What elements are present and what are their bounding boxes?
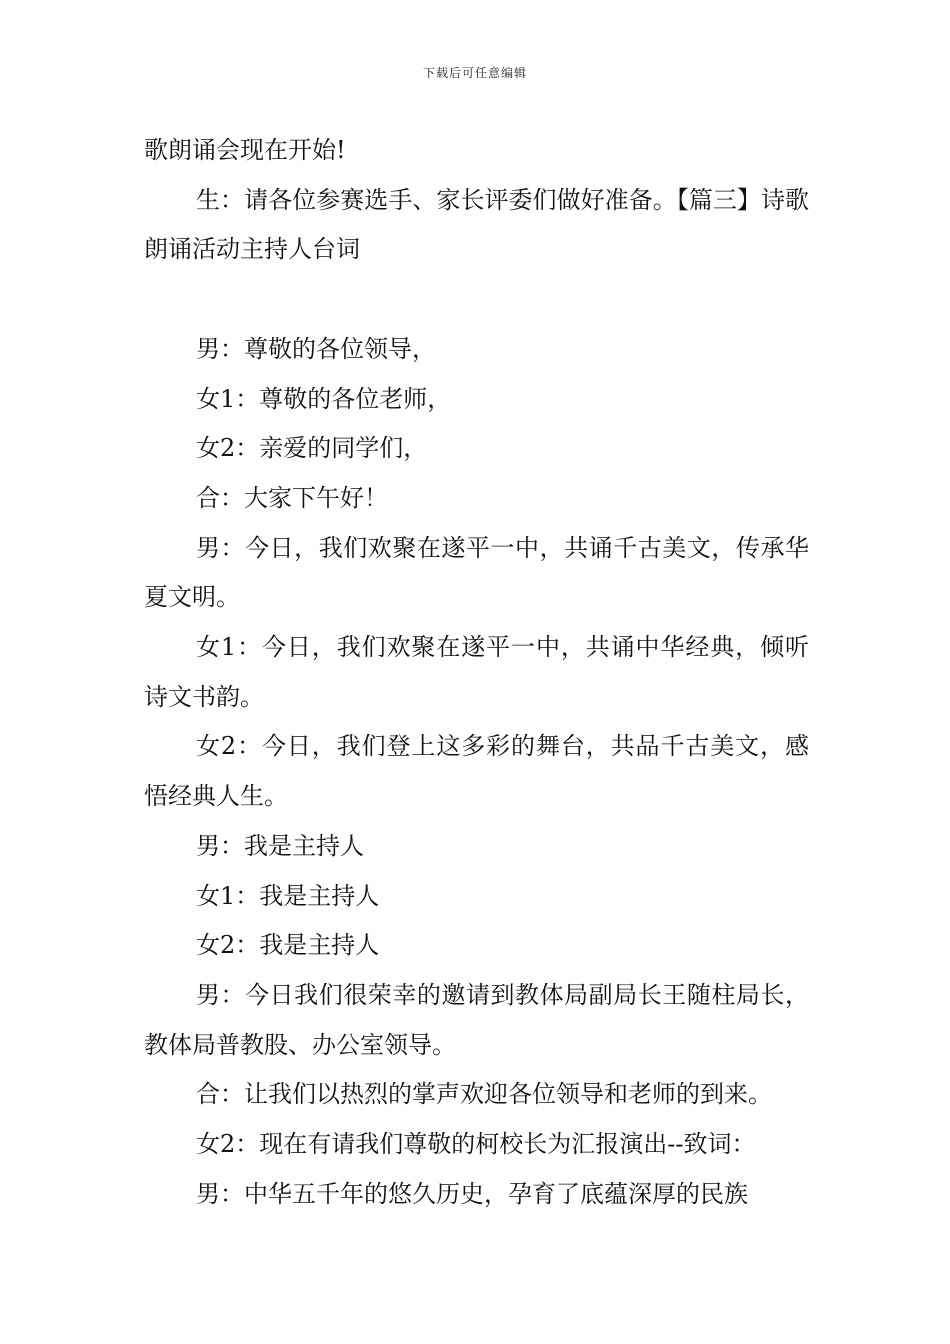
document-body bbox=[144, 126, 809, 1219]
paragraph: 女2：亲爱的同学们， bbox=[196, 434, 428, 463]
paragraph: 女1：尊敬的各位老师， bbox=[196, 384, 452, 413]
paragraph: 男：尊敬的各位领导， bbox=[196, 334, 436, 363]
paragraph: 歌朗诵会现在开始! bbox=[144, 136, 346, 164]
paragraph: 女2：现在有请我们尊敬的柯校长为汇报演出--致词： bbox=[196, 1130, 756, 1159]
blank-line bbox=[144, 275, 809, 325]
page-header: 下载后可任意编辑 bbox=[422, 66, 527, 80]
paragraph: 女1：我是主持人 bbox=[196, 881, 380, 910]
paragraph: 合：让我们以热烈的掌声欢迎各位领导和老师的到来。 bbox=[196, 1080, 772, 1109]
paragraph: 男：中华五千年的悠久历史，孕育了底蕴深厚的民族 bbox=[196, 1179, 748, 1208]
paragraph: 男：今日，我们欢聚在遂平一中，共诵千古美文，传承华夏文明。 bbox=[144, 533, 809, 612]
paragraph: 男：我是主持人 bbox=[196, 831, 364, 860]
paragraph: 合：大家下午好！ bbox=[196, 483, 388, 512]
paragraph: 男：今日我们很荣幸的邀请到教体局副局长王随柱局长，教体局普教股、办公室领导。 bbox=[144, 980, 809, 1059]
paragraph: 生：请各位参赛选手、家长评委们做好准备。【篇三】诗歌朗诵活动主持人台词 bbox=[144, 185, 809, 264]
paragraph: 女2：我是主持人 bbox=[196, 931, 380, 960]
paragraph: 女1：今日，我们欢聚在遂平一中，共诵中华经典，倾听诗文书韵。 bbox=[144, 633, 809, 711]
paragraph: 女2：今日，我们登上这多彩的舞台，共品千古美文，感悟经典人生。 bbox=[144, 732, 809, 811]
